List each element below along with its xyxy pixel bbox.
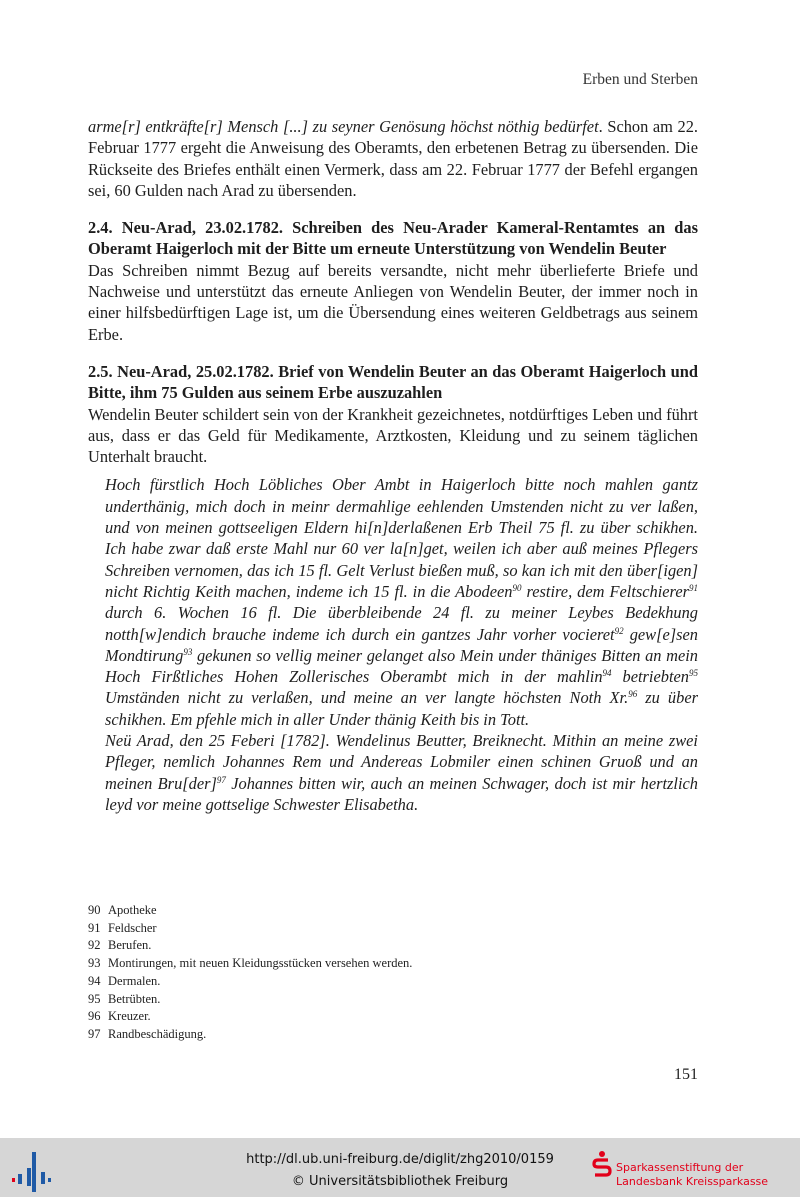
section-heading-2-4: 2.4. Neu-Arad, 23.02.1782. Schreiben des Neu-Arader Kameral-Rentamtes an das Oberamt Haigerloch mit der Bitte um erneute Unterstützung von Wendelin Beuter <box>88 218 698 259</box>
footnote <box>88 991 698 1009</box>
letter-text: Johannes bitten wir, auch an meinen Schwager, doch ist mir hertzlich leyd vor meine gottselige Schwester Elisabetha. <box>105 773 698 814</box>
footnotes <box>88 902 698 1044</box>
footnote-text: Betrübten. <box>108 991 161 1006</box>
footnote-text: Apotheke <box>108 903 157 917</box>
footnote-text: Berufen. <box>108 938 152 953</box>
footnote-ref: 94 <box>602 668 612 679</box>
footnote-ref: 96 <box>628 689 638 700</box>
letter-text: gekunen so vellig meiner gelanget also Mein under thäniges Bitten an mein Hoch Firßtliches Hohen Zollerisches Oberambt mich in der mahlin <box>105 645 698 687</box>
letter-paragraph-2 <box>105 730 698 815</box>
footnote <box>88 902 698 920</box>
copyright-text: © Universitätsbibliothek Freiburg <box>291 1174 509 1189</box>
letter-text: gew[e]sen Mondtirung <box>105 624 698 665</box>
footnote-number: 91 <box>88 920 101 935</box>
letter-text: zu über schikhen. Em pfehle mich in aller Under thänig Keith bis in Tott. <box>105 688 698 729</box>
page-number: 151 <box>674 1066 698 1083</box>
footnote-number: 92 <box>88 938 101 953</box>
section-body-2-4: Das Schreiben nimmt Bezug auf bereits versandte, nicht mehr überlieferte Briefe und Nachweise und unterstützt das erneute Anliegen von Wendelin Beuter, der immer noch in einer hilfsbedürftigen Lage ist, um die Übersendung eines weiteren Geldbetrags aus seinem Erbe. <box>88 260 698 344</box>
footnote-text: Feldscher <box>108 920 157 935</box>
intro-quote: arme[r] entkräfte[r] Mensch [...] zu seyner Genösung höchst nöthig bedürfet <box>88 117 599 136</box>
footnote-number: 95 <box>88 991 101 1006</box>
running-head: Erben und Sterben <box>582 71 698 88</box>
footnote-ref: 91 <box>689 582 698 593</box>
letter-text: Neü Arad, den 25 Feberi [1782]. Wendelinus Beutter, Breiknecht. Mithin an meine zwei Pfleger, nemlich Johannes Rem und Andereas Lobmiler einen schinen Gruoß und an meinen Bru[der] <box>105 731 698 793</box>
footnote-ref: 97 <box>216 774 226 785</box>
permalink-link[interactable]: http://dl.ub.uni-freiburg.de/diglit/zhg2010/0159 <box>246 1152 554 1167</box>
letter-quote <box>105 474 698 815</box>
section-body-2-5: Wendelin Beuter schildert sein von der Krankheit gezeichnetes, notdürftiges Leben und führt aus, dass er das Geld für Medikamente, Arztkosten, Kleidung und zu seinem täglichen Unterhalt braucht. <box>88 404 698 467</box>
letter-text: Hoch fürstlich Hoch Löbliches Ober Ambt in Haigerloch bitte noch mahlen gantz underthänig, mich doch in meinr dermahlige eehlenden Umstenden nicht zu ver laßen, und von meinen gottseeligen Eldern hi[n]derlaßenen Erb Theil 75 fl. zu über schikhen. Ich habe zwar daß erste Mahl nur 60 ver la[n]get, weilen ich aber auß meines Pflegers Schreiben vernomen, das ich 15 fl. Gelt Verlust bießen muß, so kan ich mit den über[igen] nicht Richtig Keith machen, indeme ich 15 fl. in die Abodeen <box>105 475 698 601</box>
footnote-text: Kreuzer. <box>108 1009 151 1024</box>
section-heading-2-5: 2.5. Neu-Arad, 25.02.1782. Brief von Wendelin Beuter an das Oberamt Haigerloch und Bitte, ihm 75 Gulden aus seinem Erbe auszuzahlen <box>88 361 698 403</box>
footnote-ref: 90 <box>512 582 522 593</box>
footnote-ref: 93 <box>183 646 193 657</box>
footnote-text: Dermalen. <box>108 973 161 988</box>
viewer-footer <box>0 1138 800 1197</box>
footnote-number: 93 <box>88 956 101 971</box>
intro-text: . Schon am 22. Februar 1777 ergeht die Anweisung des Oberamts, den erbetenen Betrag zu übersenden. Die Rückseite des Briefes enthält einen Vermerk, dass am 22. Februar 1777 der Befehl ergangen sei, 60 Gulden nach Arad zu übersenden. <box>88 117 698 200</box>
main-text <box>88 116 698 815</box>
footnote-text: Randbeschädigung. <box>108 1026 207 1041</box>
footnote <box>88 920 698 938</box>
footnote-number: 94 <box>88 973 101 988</box>
letter-text: Umständen nicht zu verlaßen, und meine an ver langte höchsten Noth Xr. <box>105 688 629 708</box>
footnote-ref: 95 <box>688 668 698 679</box>
footnote <box>88 955 698 973</box>
letter-text: restire, dem Feltschierer <box>521 581 689 601</box>
footnote-number: 90 <box>88 903 101 917</box>
sparkasse-s-icon <box>592 1150 612 1180</box>
footnote-number: 97 <box>88 1026 101 1041</box>
university-library-logo-icon[interactable] <box>10 1148 54 1192</box>
letter-paragraph-1 <box>105 474 698 730</box>
sponsor-text <box>616 1161 768 1189</box>
sponsor-line-2: Landesbank Kreissparkasse <box>616 1175 769 1188</box>
footnote-text: Montirungen, mit neuen Kleidungsstücken versehen werden. <box>108 956 413 971</box>
letter-text: durch 6. Wochen 16 fl. Die überbleibende 24 fl. zu meiner Leybes Bedekhung notth[w]endich brauche indeme ich durch ein gantzes Jahr vorher vocieret <box>105 603 698 644</box>
footnote-ref: 92 <box>614 625 624 636</box>
intro-paragraph <box>88 116 698 201</box>
footnote-number: 96 <box>88 1009 101 1024</box>
letter-text: betriebten <box>611 667 689 687</box>
footnote <box>88 1026 698 1044</box>
footnote <box>88 973 698 991</box>
sponsor-line-1: Sparkassenstiftung der <box>616 1161 744 1174</box>
footnote <box>88 937 698 955</box>
sponsor-logo[interactable] <box>592 1146 797 1192</box>
footnote <box>88 1008 698 1026</box>
